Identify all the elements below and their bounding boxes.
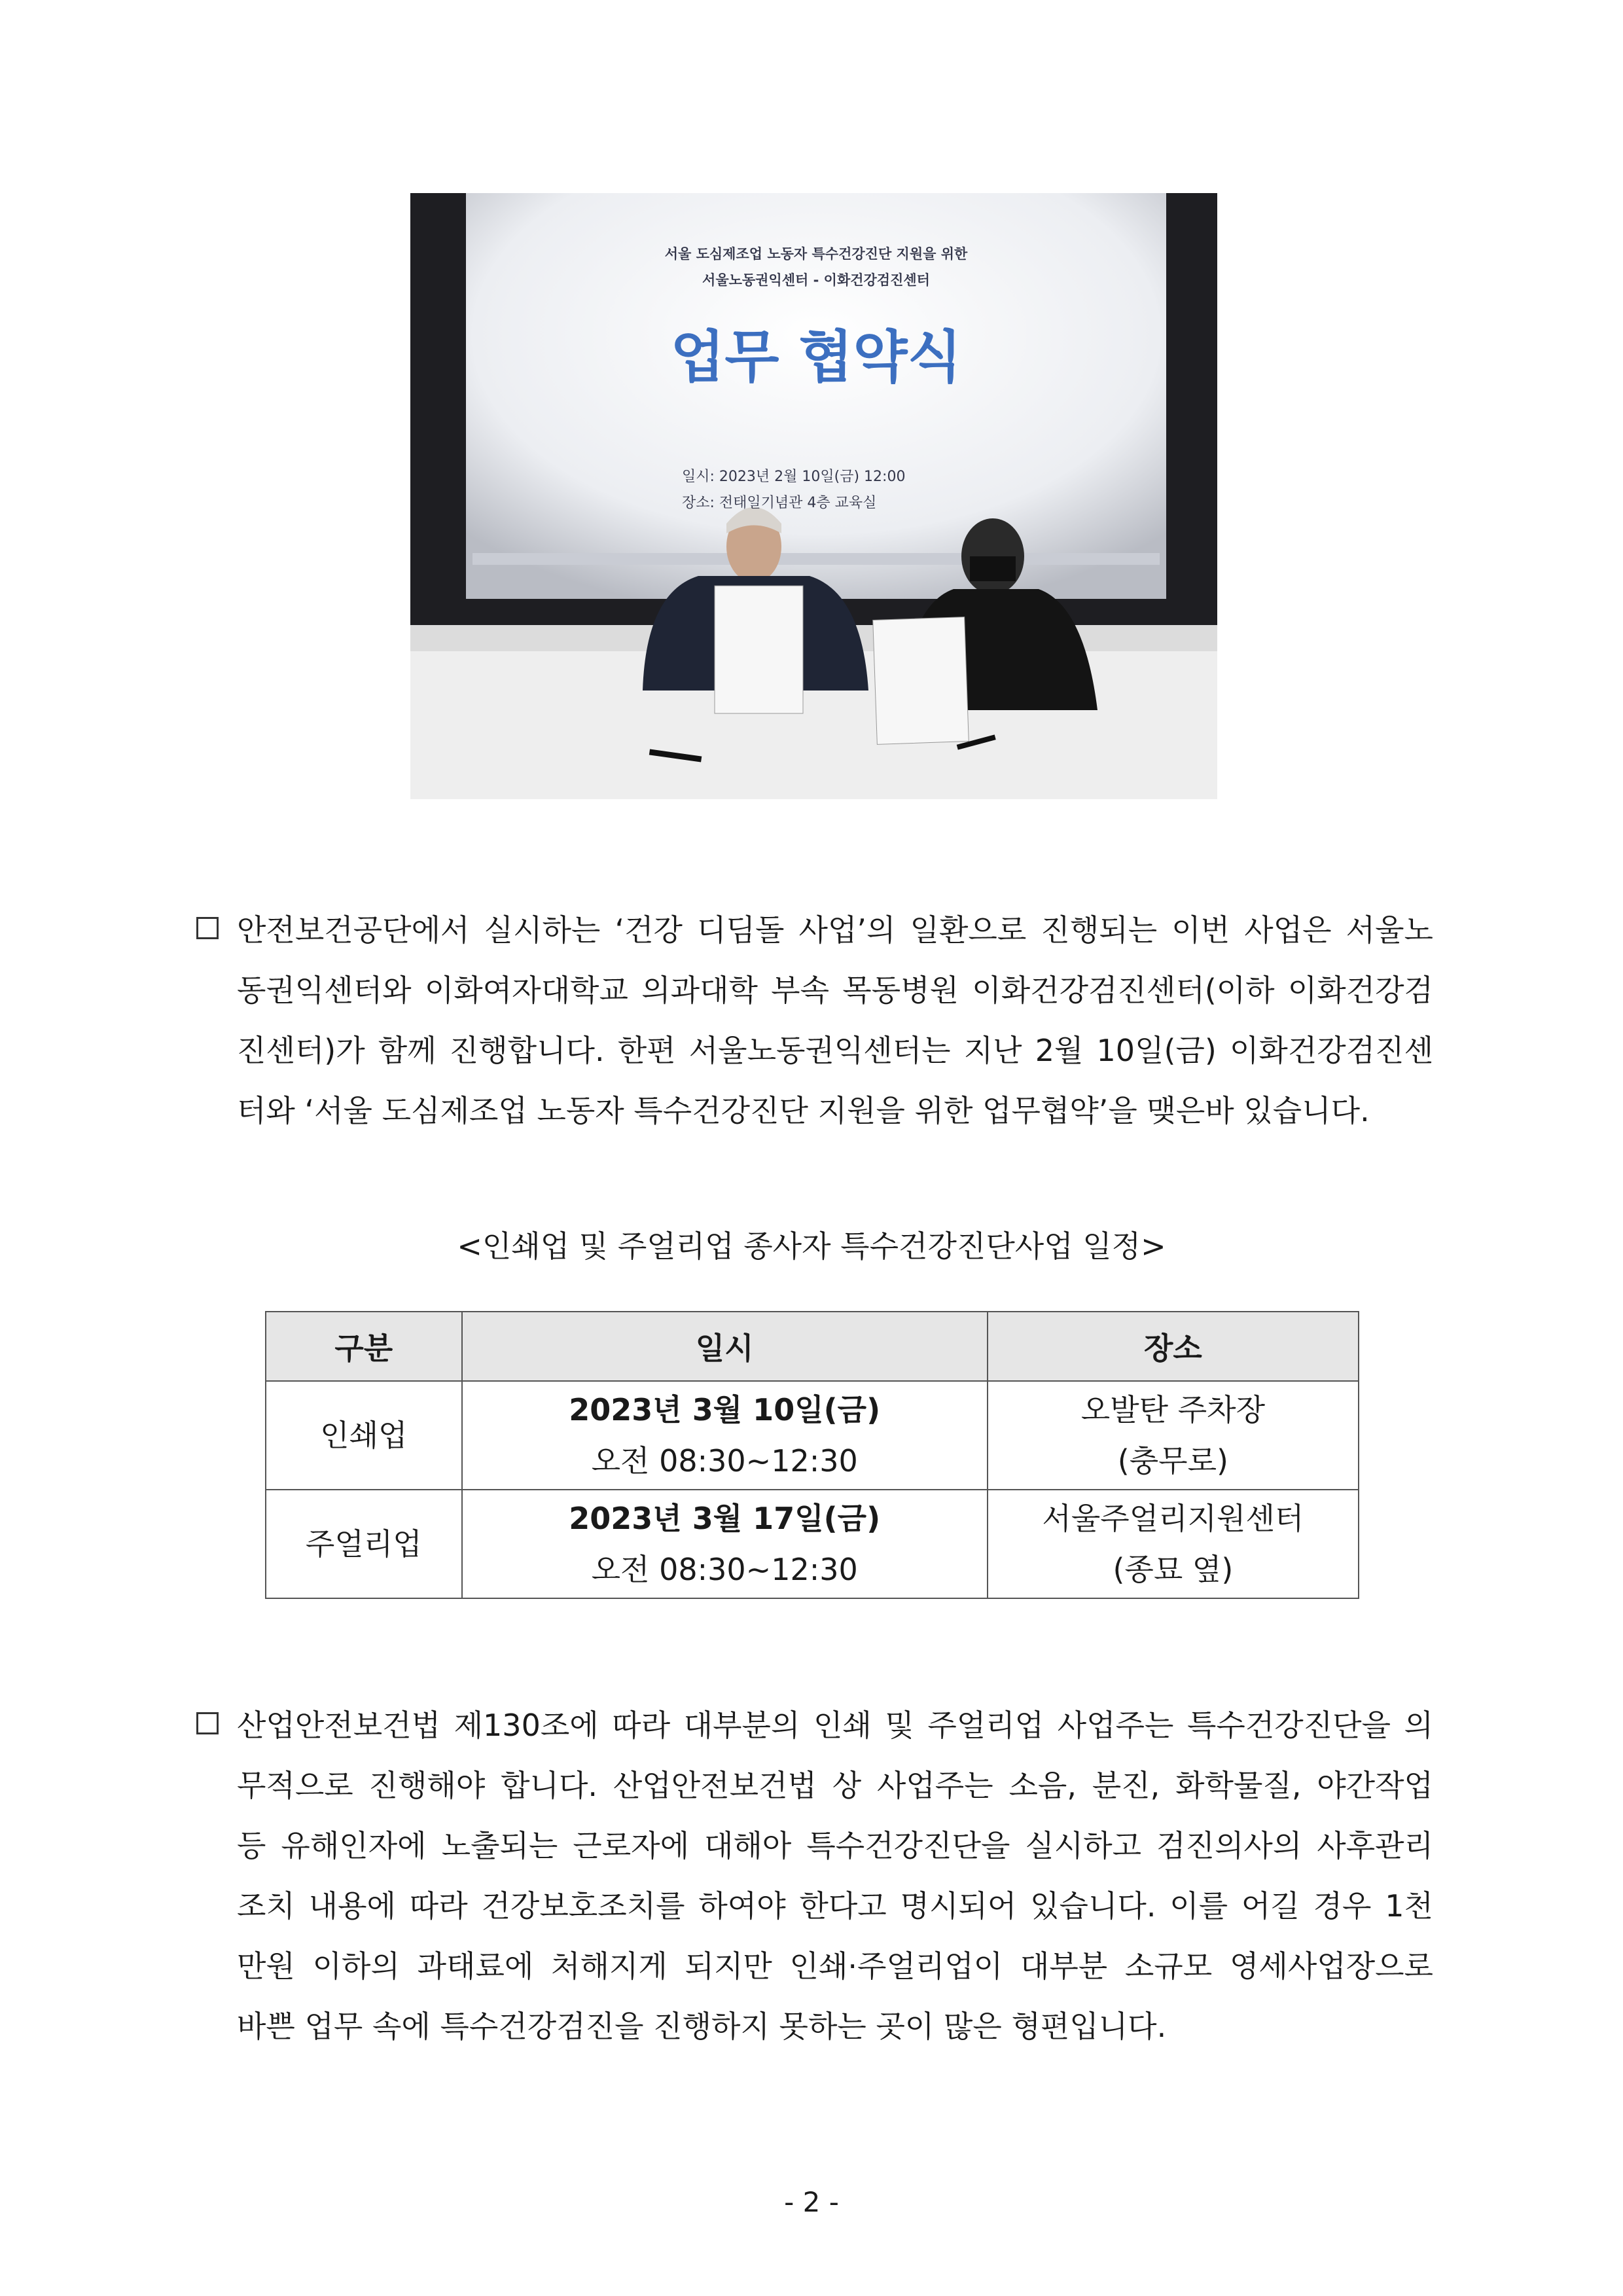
- paragraph-2: [196, 1695, 1433, 2056]
- time-text: 오전 08:30~12:30: [591, 1443, 858, 1479]
- place-cell: [988, 1490, 1359, 1598]
- place-cell: [988, 1381, 1359, 1490]
- table-row: [266, 1490, 1359, 1598]
- paragraph-line: 터와 ‘서울 도심제조업 노동자 특수건강진단 지원을 위한 업무협약’을 맺은바 있습니다.: [237, 1093, 1370, 1128]
- place-name: 오발탄 주차장: [1080, 1392, 1266, 1427]
- date-text: 2023년 3월 10일(금): [569, 1392, 881, 1427]
- header-place: 장소: [988, 1312, 1359, 1381]
- paragraph-1: [196, 900, 1433, 1141]
- screen-date: 일시: 2023년 2월 10일(금) 12:00: [682, 469, 906, 485]
- table-row: [266, 1381, 1359, 1490]
- paragraph-line: 만원 이하의 과태료에 처해지게 되지만 인쇄·주얼리업이 대부분 소규모 영세사업장으로: [237, 1948, 1433, 1984]
- date-cell: [462, 1381, 988, 1490]
- header-date: 일시: [462, 1312, 988, 1381]
- paragraph-line: 동권익센터와 이화여자대학교 의과대학 부속 목동병원 이화건강검진센터(이하 이화건강검: [237, 973, 1433, 1008]
- table-header-row: [266, 1312, 1359, 1381]
- category-cell: 인쇄업: [266, 1381, 462, 1490]
- header-category: 구분: [266, 1312, 462, 1381]
- ceremony-photo: [410, 193, 1217, 799]
- paragraph-line: 무적으로 진행해야 합니다. 산업안전보건법 상 사업주는 소음, 분진, 화학물질, 야간작업: [237, 1768, 1433, 1803]
- screen-line1: 서울 도심제조업 노동자 특수건강진단 지원을 위한: [664, 246, 968, 262]
- screen-line2: 서울노동권익센터 - 이화건강검진센터: [702, 272, 930, 288]
- paragraph-line: 바쁜 업무 속에 특수건강검진을 진행하지 못하는 곳이 많은 형편입니다.: [237, 2009, 1167, 2044]
- paragraph-line: 산업안전보건법 제130조에 따라 대부분의 인쇄 및 주얼리업 사업주는 특수건강진단을 의: [237, 1708, 1433, 1743]
- date-text: 2023년 3월 17일(금): [569, 1501, 881, 1536]
- schedule-table: [265, 1311, 1359, 1599]
- place-detail: (종묘 옆): [1113, 1552, 1234, 1587]
- paragraph-line: 안전보건공단에서 실시하는 ‘건강 디딤돌 사업’의 일환으로 진행되는 이번 사업은 서울노: [237, 912, 1433, 948]
- time-text: 오전 08:30~12:30: [591, 1552, 858, 1587]
- table-caption: <인쇄업 및 주얼리업 종사자 특수건강진단사업 일정>: [457, 1229, 1166, 1264]
- place-name: 서울주얼리지원센터: [1042, 1501, 1304, 1536]
- screen-title: 업무 협약식: [670, 325, 962, 390]
- paragraph-line: 등 유해인자에 노출되는 근로자에 대해아 특수건강진단을 실시하고 검진의사의 사후관리: [237, 1828, 1433, 1863]
- paragraph-line: 진센터)가 함께 진행합니다. 한편 서울노동권익센터는 지난 2월 10일(금) 이화건강검진센: [237, 1033, 1433, 1068]
- paragraph-line: 조치 내용에 따라 건강보호조치를 하여야 한다고 명시되어 있습니다. 이를 어길 경우 1천: [237, 1888, 1433, 1924]
- page-number: - 2 -: [784, 2186, 839, 2218]
- screen-place: 장소: 전태일기념관 4층 교육실: [682, 495, 877, 511]
- date-cell: [462, 1490, 988, 1598]
- place-detail: (충무로): [1117, 1443, 1228, 1479]
- category-cell: 주얼리업: [266, 1490, 462, 1598]
